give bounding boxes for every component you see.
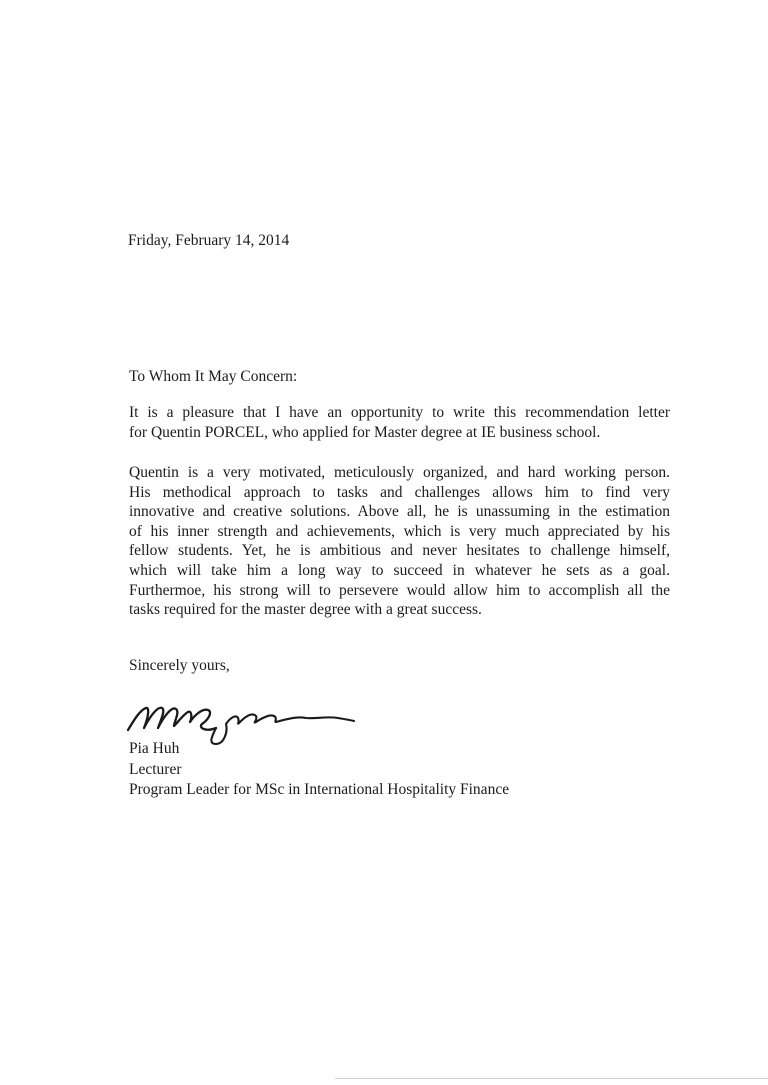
- paragraph-line: of his inner strength and achievements, which is very much appreciated by his: [129, 522, 670, 540]
- paragraph-line: innovative and creative solutions. Above all, he is unassuming in the estimation: [129, 503, 670, 521]
- paragraph-line: Quentin is a very motivated, meticulously organized, and hard working person.: [129, 464, 670, 481]
- paragraph-line: Furthermoe, his strong will to persevere would allow him to accomplish all the: [129, 581, 670, 599]
- paragraph-line: which will take him a long way to succeed in whatever he sets as a goal.: [129, 561, 670, 579]
- paragraph-line: It is a pleasure that I have an opportunity to write this recommendation letter: [129, 404, 670, 421]
- paragraph-line: for Quentin PORCEL, who applied for Master degree at IE business school.: [129, 423, 601, 441]
- signer-title: Lecturer: [129, 760, 182, 778]
- scan-edge-line: [335, 1078, 768, 1079]
- letter-date: Friday, February 14, 2014: [128, 232, 290, 249]
- paragraph-line: tasks required for the master degree with a great success.: [129, 601, 482, 619]
- signer-position: Program Leader for MSc in International Hospitality Finance: [129, 781, 510, 798]
- salutation: To Whom It May Concern:: [129, 368, 298, 385]
- signer-block: [129, 739, 509, 801]
- closing: Sincerely yours,: [129, 657, 230, 674]
- paragraph-line: fellow students. Yet, he is ambitious and never hesitates to challenge himself,: [129, 542, 670, 560]
- paragraph-intro: [129, 403, 670, 442]
- signer-name: Pia Huh: [129, 740, 180, 757]
- paragraph-body: [129, 463, 670, 620]
- paragraph-line: His methodical approach to tasks and challenges allows him to find very: [129, 483, 670, 501]
